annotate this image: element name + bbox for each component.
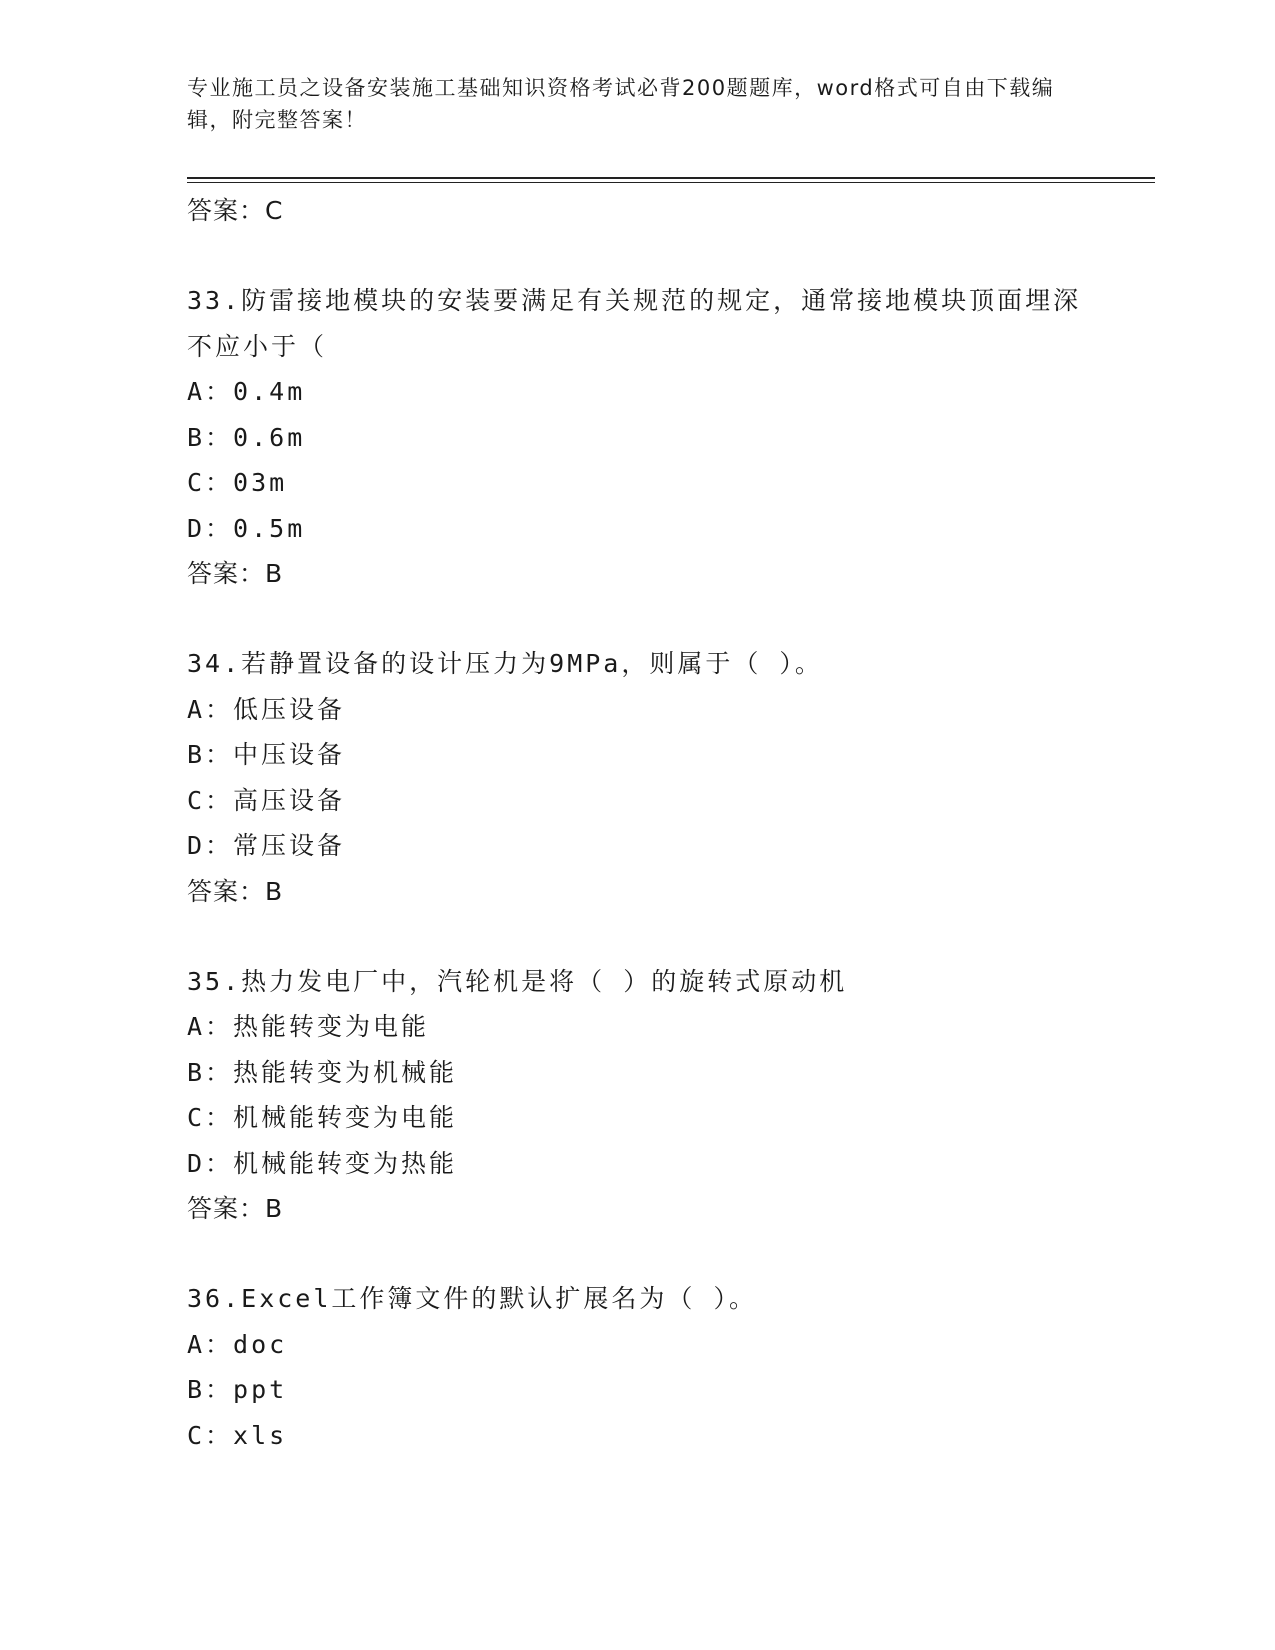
question-answer: 答案：B xyxy=(187,559,284,588)
question-text: 35.热力发电厂中，汽轮机是将（ ）的旋转式原动机 xyxy=(187,966,848,996)
header-divider-thick xyxy=(187,177,1155,179)
question-block-33 xyxy=(187,278,1087,597)
question-block-35 xyxy=(187,959,1087,1233)
option-d: D：机械能转变为热能 xyxy=(187,1148,458,1178)
option-c: C：机械能转变为电能 xyxy=(187,1103,458,1132)
question-text: 36.Excel工作簿文件的默认扩展名为（ ）。 xyxy=(187,1284,757,1313)
option-c: C：03m xyxy=(187,468,288,497)
question-text: 34.若静置设备的设计压力为9MPa，则属于（ ）。 xyxy=(187,649,823,678)
question-block-34 xyxy=(187,641,1087,915)
option-a: A：doc xyxy=(187,1329,288,1359)
option-a: A：低压设备 xyxy=(187,694,346,724)
option-a: A：热能转变为电能 xyxy=(187,1012,430,1041)
option-c: C：高压设备 xyxy=(187,785,346,815)
option-b: B：热能转变为机械能 xyxy=(187,1057,458,1087)
option-a: A：0.4m xyxy=(187,377,306,406)
question-answer: 答案：B xyxy=(187,876,284,906)
question-block-36 xyxy=(187,1276,1087,1458)
document-header: 专业施工员之设备安装施工基础知识资格考试必背200题题库，word格式可自由下载编辑，附完整答案！ xyxy=(187,76,1055,132)
question-answer: 答案：B xyxy=(187,1194,284,1223)
option-d: D：常压设备 xyxy=(187,831,346,860)
question-text: 33.防雷接地模块的安装要满足有关规范的规定，通常接地模块顶面埋深不应小于（ xyxy=(187,286,1082,361)
option-b: B：ppt xyxy=(187,1375,288,1404)
option-b: B：中压设备 xyxy=(187,740,346,769)
header-divider-thin xyxy=(187,182,1155,183)
question-list xyxy=(187,188,1087,1458)
option-c: C：xls xyxy=(187,1420,288,1450)
option-d: D：0.5m xyxy=(187,513,306,543)
option-b: B：0.6m xyxy=(187,422,306,452)
prev-question-answer: 答案：C xyxy=(187,196,284,225)
